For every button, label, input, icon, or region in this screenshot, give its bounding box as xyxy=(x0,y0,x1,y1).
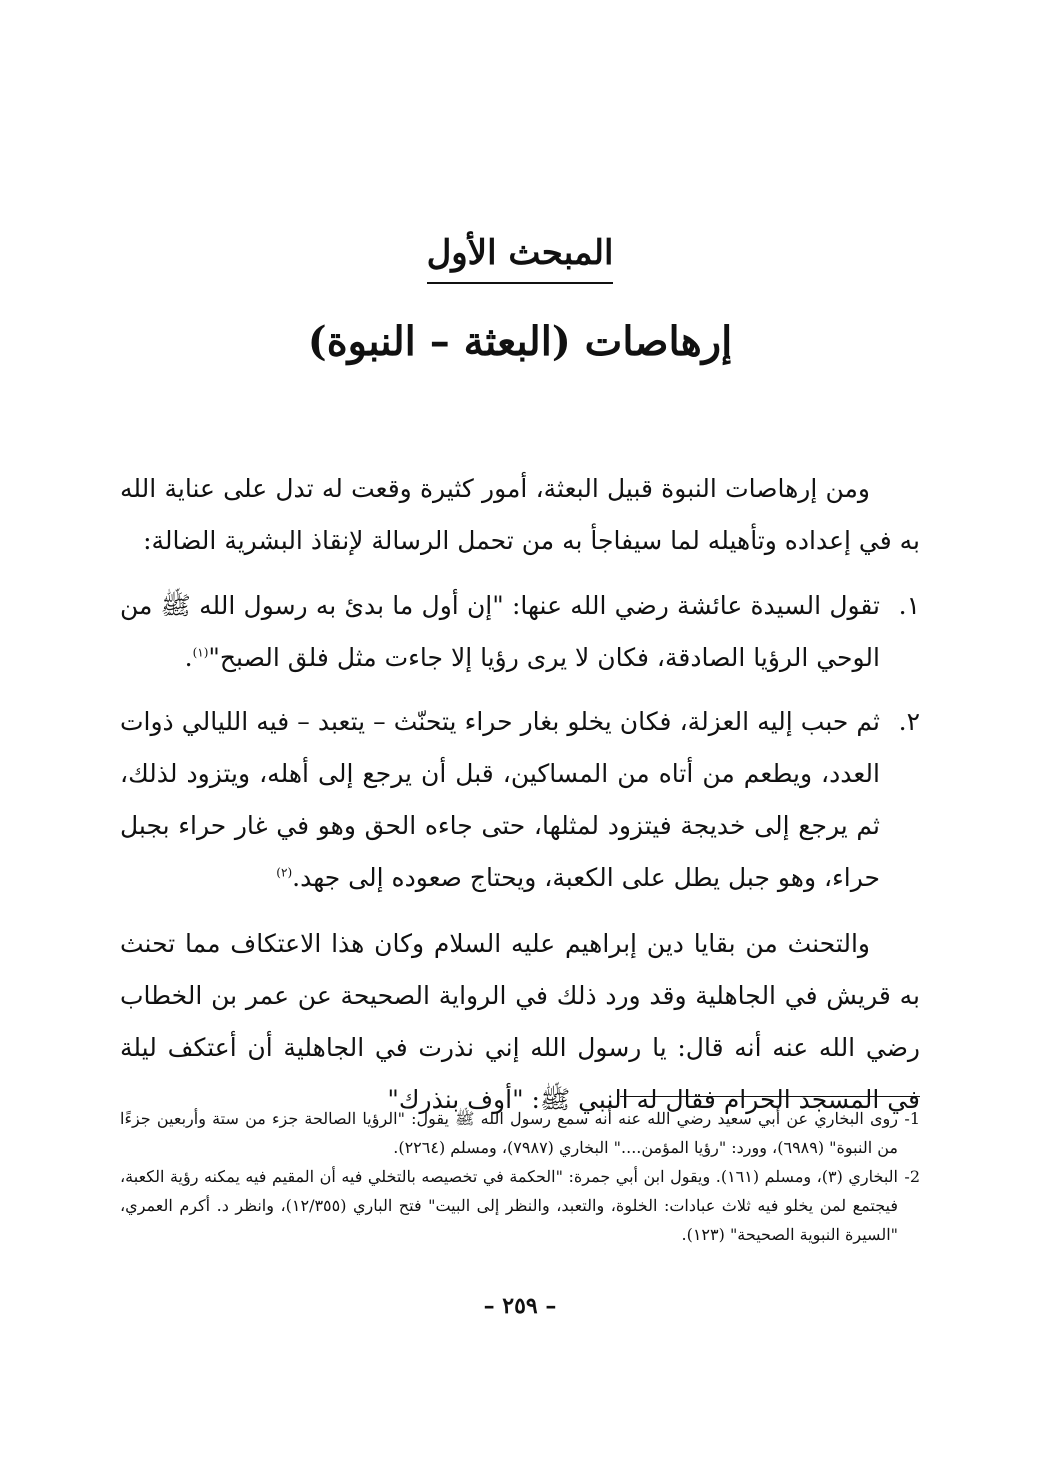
list-item-2-text: ثم حبب إليه العزلة، فكان يخلو بغار حراء يتحنّث – يتعبد – فيه الليالي ذوات العدد، ويطعم من أتاه من المساكين، قبل أن يرجع إلى أهله، ويتزود لذلك، ثم يرجع إلى خديجة فيتزود لمثلها، حتى جاءه الحق وهو في غار حراء بجبل حراء، وهو جبل يطل على الكعبة، ويحتاج صعوده إلى جهد. xyxy=(120,707,880,892)
footnote-2 xyxy=(120,1162,920,1249)
paragraph-3: والتحنث من بقايا دين إبراهيم عليه السلام وكان هذا الاعتكاف مما تحنث به قريش في الجاهلية وقد ورد ذلك في الرواية الصحيحة عن عمر بن الخطاب رضي الله عنه أنه قال: يا رسول الله إني نذرت في الجاهلية أن أعتكف ليلة في المسجد الحرام فقال له النبي ﷺ: "أوف بنذرك" xyxy=(120,929,920,1114)
chapter-heading xyxy=(0,228,1040,284)
list-item-2-number: ٢. xyxy=(898,707,920,736)
footnote-1-number: 1- xyxy=(904,1109,920,1128)
list-item-1 xyxy=(120,580,920,684)
list-item-2-text-wrap xyxy=(120,696,880,904)
list-item-1-number: ١. xyxy=(898,591,920,620)
section-title: إرهاصات (البعثة – النبوة) xyxy=(307,318,733,365)
footnote-1 xyxy=(120,1104,920,1162)
list-item-2 xyxy=(120,696,920,904)
chapter-heading-text: المبحث الأول xyxy=(427,228,614,284)
footnote-ref-1[interactable]: (١) xyxy=(192,645,209,660)
footnote-ref-2[interactable]: (٢) xyxy=(276,865,293,880)
list-item-1-text-wrap xyxy=(120,580,880,684)
footnote-divider xyxy=(620,1096,920,1097)
footnote-2-number: 2- xyxy=(904,1167,920,1186)
list-item-1-text: تقول السيدة عائشة رضي الله عنها: "إن أول ما بدئ به رسول الله ﷺ من الوحي الرؤيا الصادقة، فكان لا يرى رؤيا إلا جاءت مثل فلق الصبح" xyxy=(120,591,880,672)
footnotes-section xyxy=(120,1104,920,1249)
footnote-2-text: البخاري (٣)، ومسلم (١٦١). ويقول ابن أبي جمرة: "الحكمة في تخصيصه بالتخلي فيه أن المقيم فيه يمكنه رؤية الكعبة، فيجتمع لمن يخلو فيه ثلاث عبادات: الخلوة، والتعبد، والنظر إلى البيت" فتح الباري (١٢/٣٥٥)، وانظر د. أكرم العمري، "السيرة النبوية الصحيحة" (١٢٣). xyxy=(120,1167,898,1244)
page-number: – ٢٥٩ – xyxy=(483,1293,557,1319)
footnote-1-text: روى البخاري عن أبي سعيد رضي الله عنه أنه سمع رسول الله ﷺ يقول: "الرؤيا الصالحة جزء من ستة وأربعين جزءًا من النبوة" (٦٩٨٩)، وورد: "رؤيا المؤمن...." البخاري (٧٩٨٧)، ومسلم (٢٢٦٤). xyxy=(120,1109,898,1157)
intro-paragraph: ومن إرهاصات النبوة قبيل البعثة، أمور كثيرة وقعت له تدل على عناية الله به في إعداده وتأهيله لما سيفاجأ به من تحمل الرسالة لإنقاذ البشرية الضالة: xyxy=(120,474,920,555)
list-item-1-end: . xyxy=(184,643,193,672)
